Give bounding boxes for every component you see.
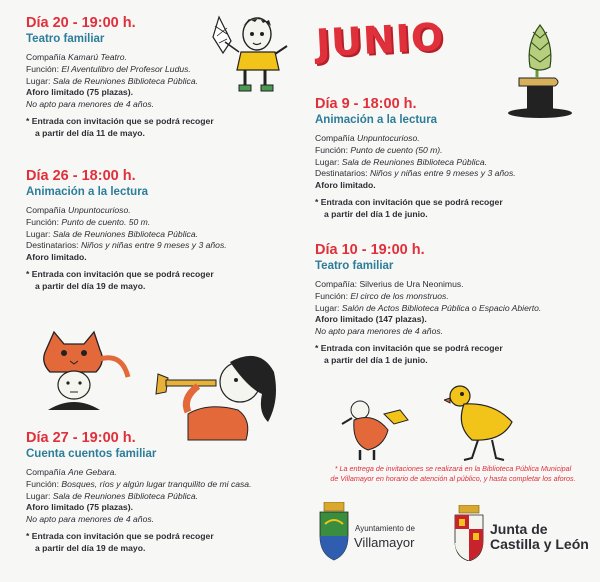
event-capacity: Aforo limitado. bbox=[26, 252, 87, 263]
event-note: * Entrada con invitación que se podrá recoger bbox=[26, 115, 214, 126]
event-function: Función: El Aventulibro del Profesor Ludus. bbox=[26, 63, 191, 74]
event-note: * Entrada con invitación que se podrá recoger bbox=[315, 196, 503, 207]
event-type: Animación a la lectura bbox=[315, 114, 438, 126]
event-function: Función: Punto de cuento. 50 m. bbox=[26, 216, 151, 227]
monster-creature-illustration bbox=[340, 392, 420, 462]
event-type: Teatro familiar bbox=[26, 33, 105, 45]
boy-with-bag-illustration bbox=[205, 12, 295, 97]
yellow-bird-illustration bbox=[444, 382, 522, 464]
villamayor-logo-caption: Ayuntamiento de bbox=[355, 524, 415, 533]
event-company: Compañía Ane Gebara. bbox=[26, 467, 117, 477]
event-audience: Destinatarios: Niños y niñas entre 9 meses y 3 años. bbox=[315, 168, 516, 179]
junta-logo-text: Junta de Castilla y León bbox=[490, 521, 589, 552]
event-company: Compañía Unpuntocurioso. bbox=[315, 133, 420, 143]
event-capacity: Aforo limitado. bbox=[315, 180, 376, 191]
event-date: Día 10 - 19:00 h. bbox=[315, 242, 425, 258]
event-company: Compañía Kamarú Teatro. bbox=[26, 52, 127, 62]
event-place: Lugar: Salón de Actos Biblioteca Pública o Espacio Abierto. bbox=[315, 302, 542, 313]
villamayor-coat-of-arms-logo bbox=[317, 502, 351, 562]
event-animacion-26 bbox=[26, 168, 306, 293]
event-capacity: Aforo limitado (147 plazas). bbox=[315, 314, 427, 325]
event-date: Día 20 - 19:00 h. bbox=[26, 15, 136, 31]
footnote: * La entrega de invitaciones se realizará en la Biblioteca Pública Municipal de Villamayor en horario de atención al público, y hasta completar los aforos. bbox=[330, 464, 576, 483]
event-function: Función: El circo de los monstruos. bbox=[315, 290, 449, 301]
event-place: Lugar: Sala de Reuniones Biblioteca Pública. bbox=[26, 228, 198, 239]
event-note: * Entrada con invitación que se podrá recoger bbox=[315, 342, 503, 353]
event-note-date: a partir del día 19 de mayo. bbox=[35, 542, 146, 553]
event-date: Día 26 - 18:00 h. bbox=[26, 168, 136, 184]
cat-and-man-illustration bbox=[36, 315, 136, 410]
event-capacity: Aforo limitado (75 plazas). bbox=[26, 87, 133, 98]
trumpet-player-illustration bbox=[148, 352, 288, 442]
event-type: Teatro familiar bbox=[315, 260, 394, 272]
event-function: Función: Bosques, ríos y algún lugar tranquilito de mi casa. bbox=[26, 478, 252, 489]
event-capacity: Aforo limitado (75 plazas). bbox=[26, 502, 133, 513]
event-teatro-10 bbox=[315, 242, 595, 367]
event-note: * Entrada con invitación que se podrá recoger bbox=[26, 268, 214, 279]
castilla-leon-coat-of-arms-logo bbox=[453, 505, 485, 561]
event-type: Animación a la lectura bbox=[26, 186, 149, 198]
event-date: Día 9 - 18:00 h. bbox=[315, 96, 417, 112]
event-place: Lugar: Sala de Reuniones Biblioteca Pública. bbox=[315, 156, 487, 167]
event-note-date: a partir del día 19 de mayo. bbox=[35, 280, 146, 291]
event-age: No apto para menores de 4 años. bbox=[26, 514, 155, 525]
artichoke-hat-illustration bbox=[505, 20, 575, 120]
event-age: No apto para menores de 4 años. bbox=[315, 326, 444, 337]
event-function: Función: Punto de cuento (50 m). bbox=[315, 144, 443, 155]
event-cuentacuentos-27 bbox=[26, 430, 306, 555]
event-age: No apto para menores de 4 años. bbox=[26, 99, 155, 110]
event-place: Lugar: Sala de Reuniones Biblioteca Pública. bbox=[26, 490, 198, 501]
event-note-date: a partir del día 1 de junio. bbox=[324, 354, 428, 365]
event-date: Día 27 - 19:00 h. bbox=[26, 430, 136, 446]
event-audience: Destinatarios: Niños y niñas entre 9 meses y 3 años. bbox=[26, 240, 227, 251]
event-place: Lugar: Sala de Reuniones Biblioteca Pública. bbox=[26, 75, 198, 86]
villamayor-logo-name: Villamayor bbox=[354, 535, 415, 550]
event-note: * Entrada con invitación que se podrá recoger bbox=[26, 530, 214, 541]
event-company: Compañía Unpuntocurioso. bbox=[26, 205, 131, 215]
month-title: JUNIO bbox=[314, 14, 446, 66]
event-type: Cuenta cuentos familiar bbox=[26, 448, 157, 460]
event-company: Compañía: Silverius de Ura Neonimus. bbox=[315, 279, 464, 289]
event-note-date: a partir del día 1 de junio. bbox=[324, 208, 428, 219]
event-note-date: a partir del día 11 de mayo. bbox=[35, 127, 145, 138]
